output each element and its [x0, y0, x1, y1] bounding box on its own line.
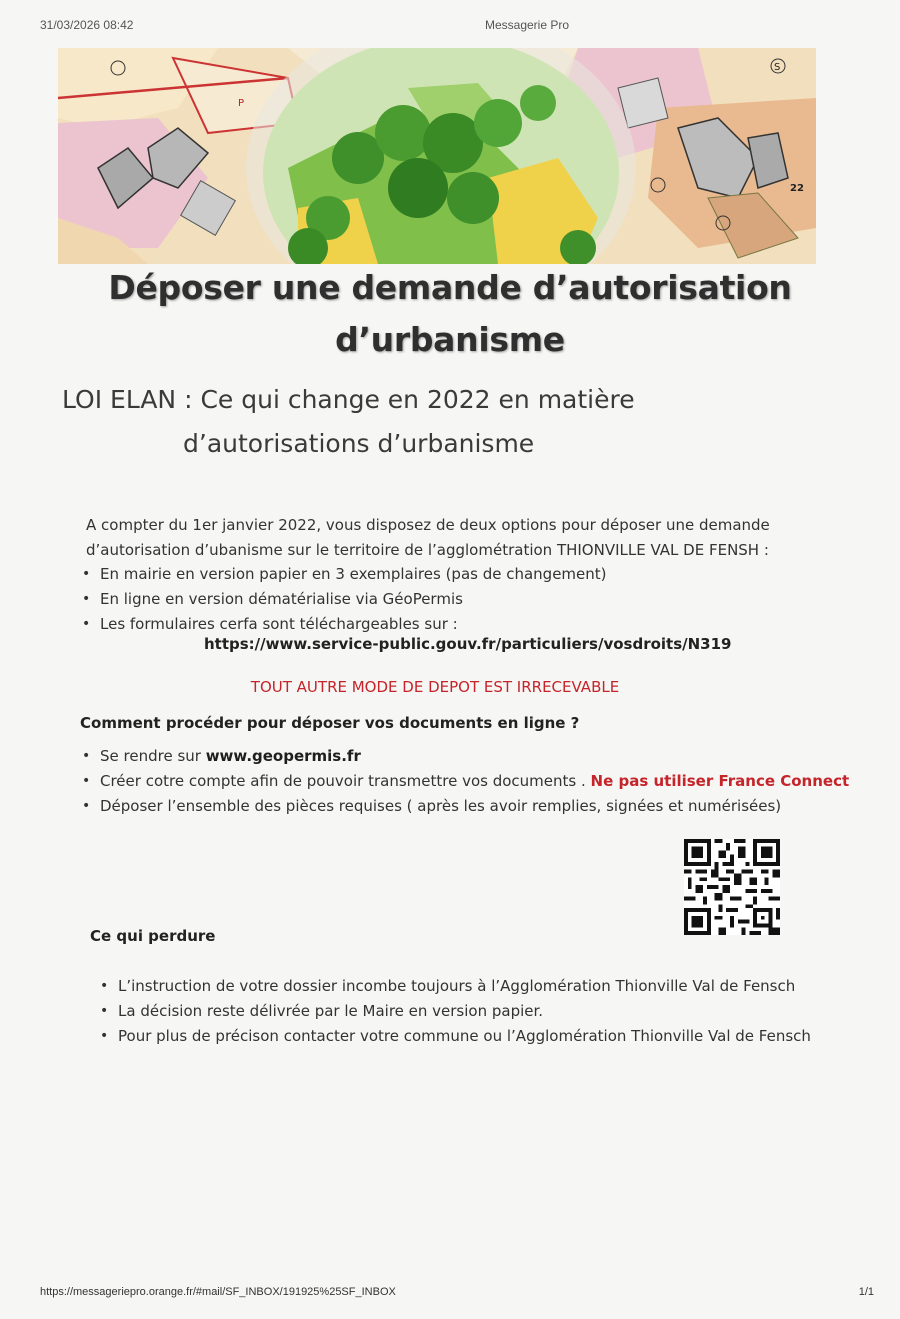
online-steps-list	[80, 744, 849, 819]
page-number: 1/1	[858, 1286, 874, 1298]
remains-heading: Ce qui perdure	[90, 927, 216, 945]
list-item	[80, 744, 849, 769]
list-item	[80, 769, 849, 794]
subtitle-line-2: d’autorisations d’urbanisme	[183, 429, 535, 458]
list-item: • La décision reste délivrée par le Maire en version papier.	[98, 999, 811, 1024]
online-steps-heading: Comment procéder pour déposer vos documents en ligne ?	[80, 714, 580, 732]
step1-prefix: Se rendre sur	[100, 747, 206, 765]
print-app-name: Messagerie Pro	[484, 18, 570, 32]
page-title	[60, 262, 840, 366]
parcel-label-22: 22	[790, 183, 804, 194]
urban-plan-illustration	[58, 48, 816, 264]
title-line-2: d’urbanisme	[335, 320, 565, 359]
subtitle-line-1: LOI ELAN : Ce qui change en 2022 en matière	[62, 385, 635, 414]
remains-list	[98, 974, 811, 1049]
geopermis-link[interactable]: www.geopermis.fr	[205, 747, 361, 765]
print-url: https://messageriepro.orange.fr/#mail/SF_INBOX/191925%25SF_INBOX	[40, 1286, 396, 1298]
list-item: • En ligne en version dématérialise via GéoPermis	[80, 587, 607, 612]
cerfa-url-link[interactable]: https://www.service-public.gouv.fr/particuliers/vosdroits/N319	[204, 635, 732, 653]
print-date: 31/03/2026 08:42	[40, 18, 134, 32]
irrecevable-warning: TOUT AUTRE MODE DE DEPOT EST IRRECEVABLE	[250, 678, 620, 696]
list-item: • L’instruction de votre dossier incombe toujours à l’Agglomération Thionville Val de Fensch	[98, 974, 811, 999]
urban-plan-banner	[58, 48, 816, 264]
list-item: • Les formulaires cerfa sont téléchargeables sur :	[80, 612, 607, 637]
title-line-1: Déposer une demande d’autorisation	[108, 268, 792, 307]
list-item: • Pour plus de précison contacter votre commune ou l’Agglomération Thionville Val de Fensch	[98, 1024, 811, 1049]
intro-paragraph: A compter du 1er janvier 2022, vous disposez de deux options pour déposer une demande d’autorisation d’ubanisme sur le territoire de l’agglométration THIONVILLE VAL DE FENSH :	[86, 516, 770, 559]
list-item: • Déposer l’ensemble des pièces requises ( après les avoir remplies, signées et numérisées)	[80, 794, 849, 819]
france-connect-warning: Ne pas utiliser France Connect	[590, 772, 850, 790]
parcel-label-p: P	[238, 98, 245, 109]
qr-code[interactable]	[684, 838, 780, 936]
options-list	[80, 562, 607, 637]
page-subtitle	[62, 378, 762, 466]
parcel-label-s: S	[774, 62, 781, 73]
step2-text: Créer cotre compte afin de pouvoir transmettre vos documents .	[100, 772, 591, 790]
list-item: • En mairie en version papier en 3 exemplaires (pas de changement)	[80, 562, 607, 587]
